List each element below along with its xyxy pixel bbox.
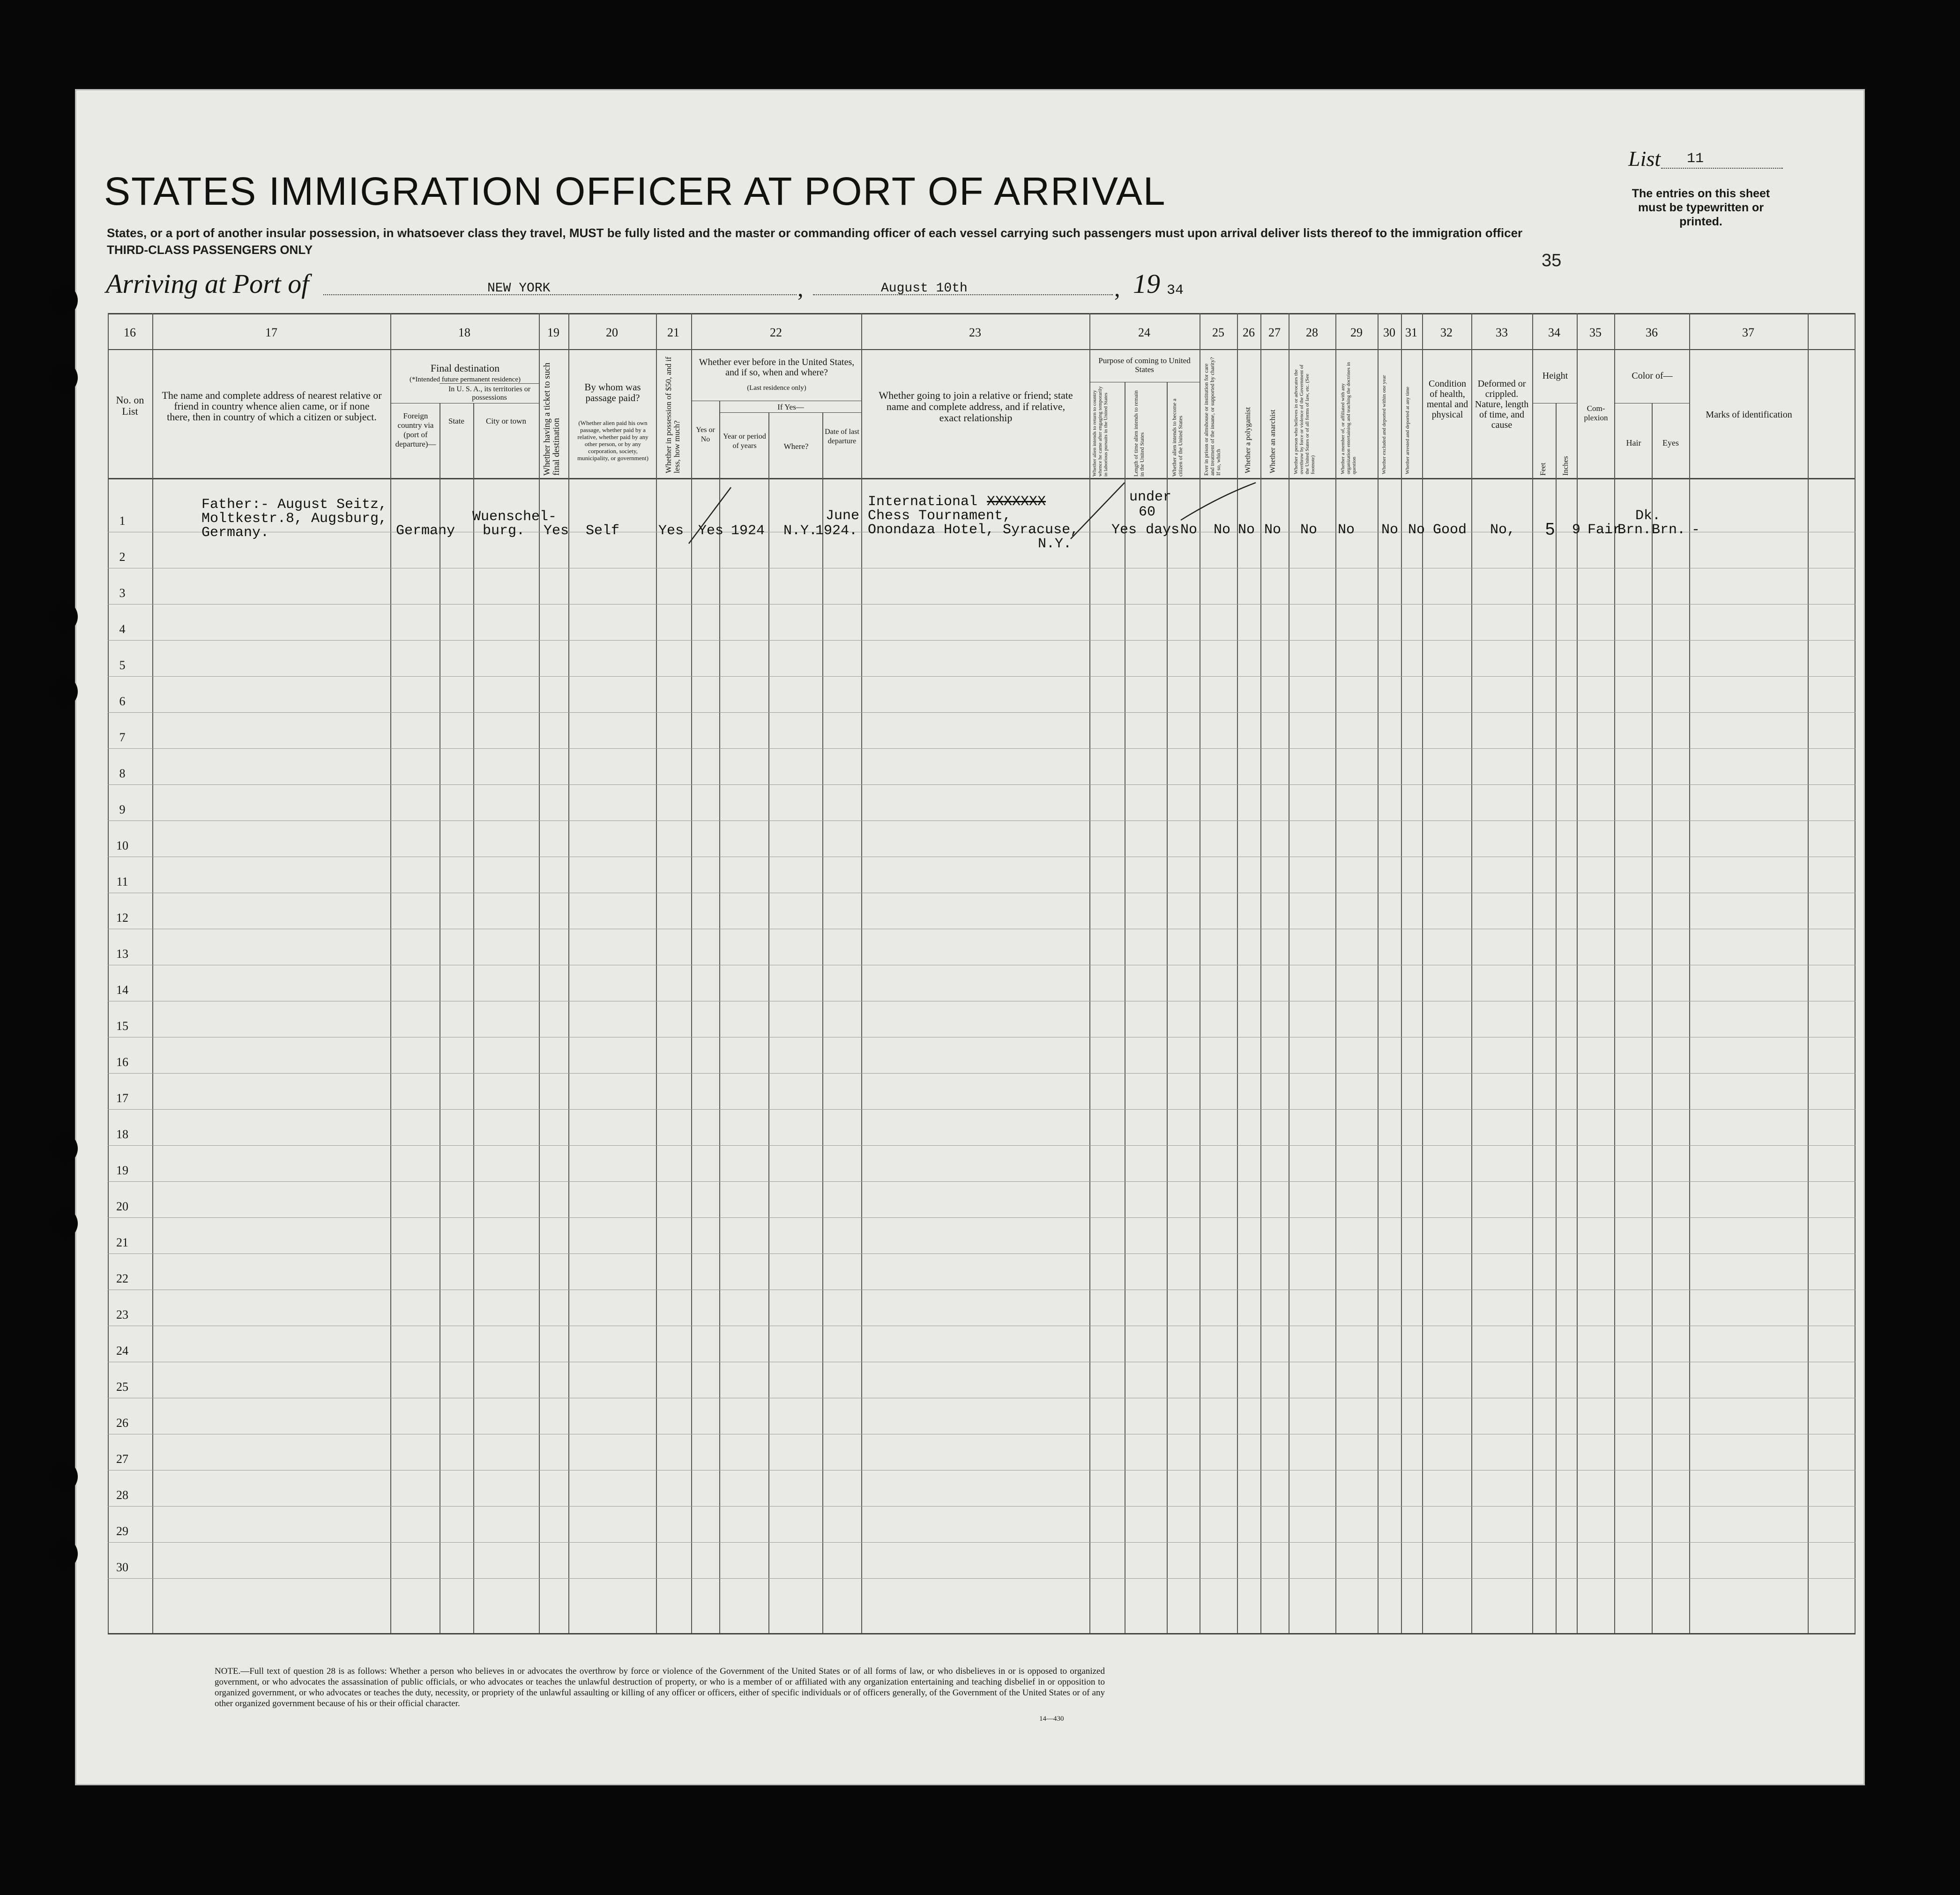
column-number: 33 <box>1496 326 1508 339</box>
header-prison: Ever in prison or almshouse or institution for care and treatment of the insane, or supported by charity? If so, which <box>1203 357 1222 476</box>
relative-line-3: Germany. <box>201 525 269 541</box>
row-number: 20 <box>116 1200 128 1213</box>
page-subtitle: States, or a port of another insular possession, in whatsoever class they travel, MUST be fully listed and the master or commanding officer of each vessel carrying such passengers must upon arrival deliver lists thereof to the immigration officer <box>107 226 1523 240</box>
header-by-whom: By whom was passage paid? <box>584 381 641 403</box>
header-last-residence: (Last residence only) <box>747 384 806 392</box>
column-number: 34 <box>1548 326 1560 339</box>
year-suffix: 34 <box>1167 283 1184 298</box>
handwritten-number: 35 <box>1542 251 1562 270</box>
row-number: 15 <box>116 1019 128 1033</box>
join-line-1: International <box>868 494 978 510</box>
header-year-period: Year or period of years <box>723 433 766 450</box>
column-number: 16 <box>124 326 136 339</box>
q28-value: No <box>1300 522 1318 538</box>
join-struck: XXXXXXX <box>987 494 1046 510</box>
header-eyes: Eyes <box>1662 438 1679 448</box>
column-number: 31 <box>1405 326 1417 339</box>
city-line-2: burg. <box>483 523 525 539</box>
hair-line-1: Dk. <box>1635 508 1661 524</box>
header-city: City or town <box>486 417 526 425</box>
header-where: Where? <box>783 442 809 451</box>
column-number: 23 <box>969 326 981 339</box>
row-number: 3 <box>119 586 126 600</box>
header-q29: Whether a member of, or affiliated with any organization entertaining and teaching the doctrines in question <box>1340 362 1357 474</box>
header-purpose-citizen: Whether alien intends to become a citizen of the United States <box>1171 398 1184 477</box>
header-anarchist: Whether an anarchist <box>1269 410 1277 473</box>
city-line-1: Wuenschel- <box>472 509 557 525</box>
marks-value: - <box>1692 522 1700 538</box>
polygamist-value: No <box>1238 522 1255 538</box>
header-foreign-country: Foreign country via (port of departure)— <box>395 411 436 448</box>
header-q30: Whether excluded and deported within one year <box>1381 375 1387 474</box>
length-line-3: days <box>1146 522 1180 538</box>
header-yes-no: Yes or No <box>696 426 715 443</box>
column-number: 28 <box>1306 326 1318 339</box>
row-number: 1 <box>119 514 126 528</box>
row-number: 16 <box>116 1055 128 1069</box>
header-hair: Hair <box>1626 438 1641 448</box>
row-number: 18 <box>116 1127 128 1141</box>
ticket-value: Yes <box>544 523 569 539</box>
departure-line-1: June <box>826 508 860 524</box>
column-number: 36 <box>1646 326 1658 339</box>
fifty-value: Yes <box>658 523 684 539</box>
header-nearest-relative: The name and complete address of nearest relative or friend in country whence alien came, or if none there, then in country of which a citizen or subject. <box>162 389 382 423</box>
foreign-country-value: Germany <box>396 523 455 539</box>
header-q28: Whether a person who believes in or advocates the overthrow by force or violence of the Government of the United States or of all forms of law, etc. (See footnote) <box>1293 365 1316 474</box>
comma: , <box>797 275 804 301</box>
row-number: 10 <box>116 839 128 852</box>
header-state: State <box>448 417 464 425</box>
join-line-4: N.Y. <box>1038 536 1072 552</box>
date-value: August 10th <box>881 281 968 296</box>
column-number: 29 <box>1350 326 1363 339</box>
complexion-value: Fair <box>1587 522 1622 538</box>
purpose-return-value: Yes <box>1111 522 1137 538</box>
column-number: 27 <box>1268 326 1281 339</box>
header-no-on-list: No. on List <box>116 394 144 417</box>
entries-note: The entries on this sheet must be typewritten or printed. <box>1632 187 1770 228</box>
row-number: 25 <box>116 1380 128 1394</box>
column-number: 17 <box>265 326 277 339</box>
column-number: 32 <box>1440 326 1453 339</box>
inches-value: 9 <box>1572 522 1581 538</box>
join-line-3: Onondaza Hotel, Syracuse, <box>868 522 1079 538</box>
header-join-relative: Whether going to join a relative or friend; state name and complete address, and if relative, exact relationship <box>879 389 1073 424</box>
deformed-value: No, <box>1490 522 1516 538</box>
page-title: STATES IMMIGRATION OFFICER AT PORT OF ARRIVAL <box>104 169 1166 213</box>
header-fifty-dollars: Whether in possession of $50, and if less, how much? <box>664 357 681 473</box>
row-number: 29 <box>116 1524 128 1538</box>
header-in-usa: In U. S. A., its territories or possessions <box>448 385 531 402</box>
hair-line-2: Brn. <box>1617 522 1652 538</box>
row-number: 24 <box>116 1344 128 1358</box>
form-number: 14—430 <box>1039 1715 1064 1723</box>
q30-value: No <box>1381 522 1399 538</box>
anarchist-value: No <box>1264 522 1282 538</box>
row-number: 7 <box>119 731 126 744</box>
header-q31: Whether arrested and deported at any time <box>1405 387 1410 474</box>
column-number: 24 <box>1138 326 1150 339</box>
row-number: 23 <box>116 1308 128 1321</box>
column-number: 22 <box>770 326 782 339</box>
length-line-2: 60 <box>1139 504 1156 520</box>
header-if-yes: If Yes— <box>777 403 804 411</box>
relative-line-2: Moltkestr.8, Augsburg, <box>201 511 388 527</box>
header-marks: Marks of identification <box>1706 410 1792 420</box>
citizen-value: No <box>1180 522 1198 538</box>
row-number: 28 <box>116 1488 128 1502</box>
health-value: Good <box>1433 522 1467 538</box>
header-inches: Inches <box>1562 456 1570 476</box>
row-number: 8 <box>119 767 126 780</box>
row-number: 11 <box>116 875 128 888</box>
row-number: 6 <box>119 694 126 708</box>
row-number: 5 <box>119 658 126 672</box>
departure-line-2: 1924. <box>815 523 858 539</box>
header-color-of: Color of— <box>1632 371 1673 381</box>
column-number: 20 <box>606 326 618 339</box>
footnote: NOTE.—Full text of question 28 is as follows: Whether a person who believes in or advocates the overthrow by force or violence of the Government of the United States or of all forms of law, or who disbelieves in or is opposed to organized government, or who advocates the assassination of public officials, or who advocates or teaches the unlawful destruction of property, or who is a member of or affiliated with any organization entertaining and teaching disbelief in or opposition to organized government, or who advocates or teaches the duty, necessity, or propriety of the unlawful assaulting or killing of any officer or officers, either of specific individuals or of officers generally, of the Government of the United States or of any other organized government because of his or their official character. <box>215 1666 1105 1708</box>
row-number: 17 <box>116 1091 128 1105</box>
list-label: List <box>1628 147 1661 171</box>
year-prefix: 19 <box>1133 269 1160 299</box>
feet-value: 5 <box>1545 519 1555 538</box>
port-value: NEW YORK <box>487 281 551 296</box>
column-number: 35 <box>1589 326 1602 339</box>
column-number: 18 <box>458 326 470 339</box>
header-purpose-length: Length of time alien intends to remain in the United States <box>1133 390 1145 477</box>
before-year-value: 1924 <box>731 523 765 539</box>
class-label: THIRD-CLASS PASSENGERS ONLY <box>107 243 313 257</box>
row-number: 2 <box>119 550 126 564</box>
column-number: 19 <box>547 326 559 339</box>
arriving-label: Arriving at Port of <box>106 269 309 299</box>
row-number: 21 <box>116 1236 128 1249</box>
header-final-destination-note: (*Intended future permanent residence) <box>410 376 521 383</box>
join-line-2: Chess Tournament, <box>868 508 1012 524</box>
row-number: 13 <box>116 947 128 961</box>
row-number: 14 <box>116 983 128 997</box>
paid-by-value: Self <box>586 523 620 539</box>
row-number: 9 <box>119 803 126 816</box>
length-line-1: under <box>1129 489 1172 505</box>
header-complexion: Com-plexion <box>1584 404 1608 422</box>
prison-value: No <box>1214 522 1231 538</box>
column-number: 30 <box>1383 326 1395 339</box>
header-by-whom-note: (Whether alien paid his own passage, whether paid by a relative, whether paid by any other person, or by any corporation, society, municipality, or government) <box>577 419 648 462</box>
header-ticket: Whether having a ticket to such final destination <box>542 362 561 476</box>
list-number: 11 <box>1687 151 1704 167</box>
header-final-destination: Final destination <box>430 362 500 374</box>
header-health: Condition of health, mental and physical <box>1426 379 1468 420</box>
header-polygamist: Whether a polygamist <box>1244 407 1252 473</box>
eyes-value: Brn. <box>1652 522 1686 538</box>
q29-value: No <box>1338 522 1355 538</box>
header-deformed: Deformed or crippled. Nature, length of time, and cause <box>1475 379 1529 430</box>
comma: , <box>1114 275 1120 301</box>
header-purpose: Purpose of coming to United States <box>1098 356 1191 374</box>
row-number: 19 <box>116 1164 128 1177</box>
row-number: 30 <box>116 1560 128 1574</box>
column-number: 21 <box>667 326 679 339</box>
header-feet: Feet <box>1539 463 1547 476</box>
before-yes-value: Yes <box>698 523 724 539</box>
column-number: 25 <box>1212 326 1224 339</box>
relative-line-1: Father:- August Seitz, <box>201 497 388 513</box>
header-height: Height <box>1542 371 1568 381</box>
row-number: 22 <box>116 1272 128 1285</box>
row-number: 4 <box>119 622 126 636</box>
header-date-departure: Date of last departure <box>825 428 859 445</box>
column-number: 37 <box>1742 326 1754 339</box>
row-number: 12 <box>116 911 128 925</box>
header-purpose-return: Whether alien intends to return to country whence he came after engaging temporarily in laborious pursuits in the United States <box>1092 386 1109 477</box>
row-number: 27 <box>116 1452 128 1466</box>
q31-value: No <box>1408 522 1425 538</box>
column-number: 26 <box>1243 326 1255 339</box>
row-number: 26 <box>116 1416 128 1430</box>
header-before-in-us: Whether ever before in the United States, and if so, when and where? <box>699 357 855 378</box>
where-value: N.Y. <box>783 523 818 539</box>
